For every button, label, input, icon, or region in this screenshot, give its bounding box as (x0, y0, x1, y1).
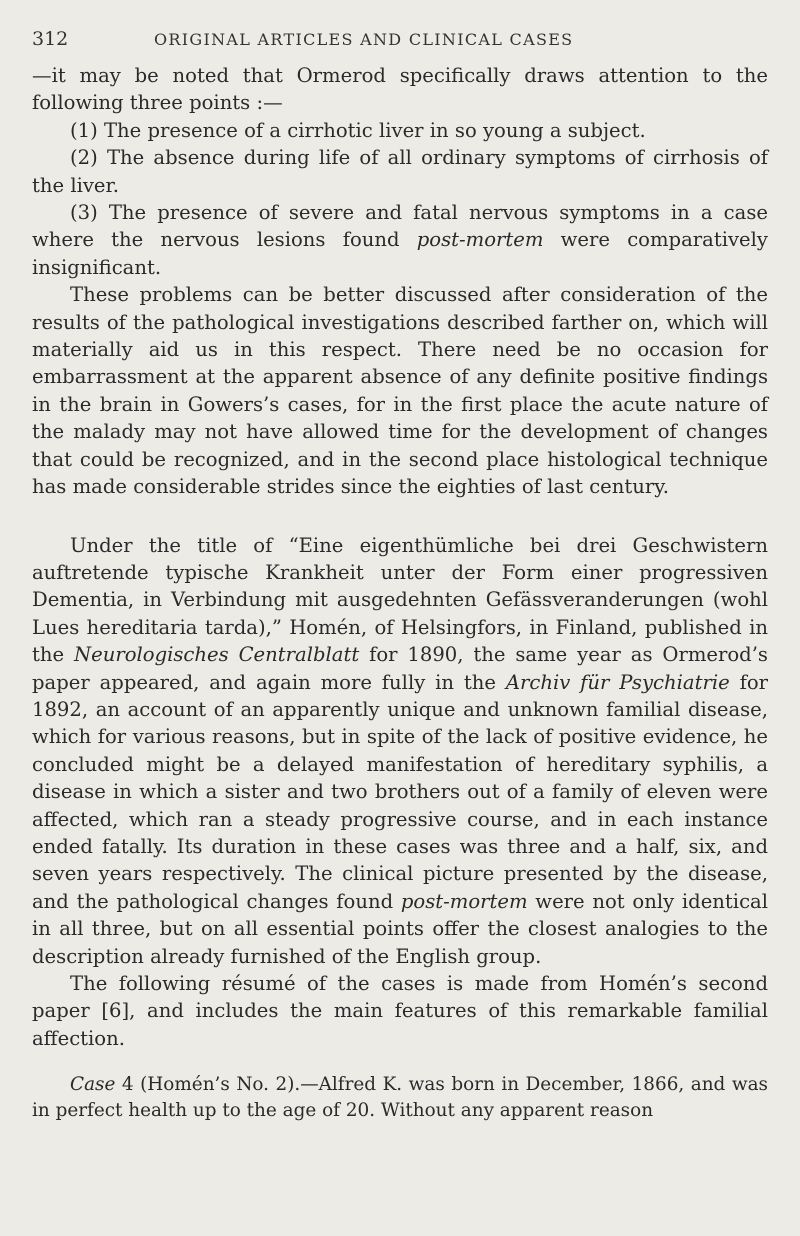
section-homen (32, 532, 768, 1053)
homen-text-b: for 1890, the same year as Ormerod’s paper appeared, and again more fully in the (32, 643, 768, 694)
case-4-paragraph (32, 1072, 768, 1124)
intro-paragraph: —it may be noted that Ormerod specifically draws attention to the following three points :— (32, 64, 768, 115)
point-1: (1) The presence of a cirrhotic liver in so young a subject. (70, 118, 646, 142)
page-number: 312 (32, 28, 69, 50)
journal-archiv: Archiv für Psychiatrie (505, 670, 730, 694)
point-3-italic: post-mortem (416, 228, 544, 252)
case-label: Case (70, 1074, 116, 1096)
point-3 (32, 199, 768, 281)
resume-paragraph: The following résumé of the cases is made from Homén’s second paper [6], and includes the main features of this remarkable familial affection. (32, 972, 768, 1050)
problems-paragraph: These problems can be better discussed after consideration of the results of the pathological investigations described farther on, which will materially aid us in this respect. There need be no occasion for embarrassment at the apparent absence of any definite positive findings in the brain in Gowers’s cases, for in the first place the acute nature of the malady may not have allowed time for the development of changes that could be recognized, and in the second place histological technique has made considerable strides since the eighties of last century. (32, 283, 768, 499)
point-3-text-a: (3) The presence of severe and fatal nervous symptoms in a case where the nervous lesions found (32, 201, 768, 252)
homen-paragraph (32, 532, 768, 971)
running-header (32, 28, 768, 62)
homen-text-a: Under the title of “Eine eigenthümliche bei drei Geschwistern auftretende typische Krankheit unter der Form einer progressiven Dementia, in Verbindung mit ausgedehnten Gefässveranderungen (wohl Lues hereditaria tarda),” Homén, of Helsingfors, in Finland, published in the (32, 533, 768, 667)
journal-neurologisches: Neurologisches Centralblatt (73, 643, 360, 667)
case-4-text: 4 (Homén’s No. 2).—Alfred K. was born in December, 1866, and was in perfect health up to the age of 20. Without any apparent reason (32, 1074, 768, 1122)
post-mortem-italic: post-mortem (400, 889, 528, 913)
running-title: ORIGINAL ARTICLES AND CLINICAL CASES (154, 30, 574, 49)
section-ormerod-points (32, 62, 768, 501)
point-2: (2) The absence during life of all ordinary symptoms of cirrhosis of the liver. (32, 146, 768, 197)
homen-text-d: were not only identical in all three, but on all essential points offer the closest analogies to the description already furnished of the English group. (32, 889, 768, 968)
homen-text-c: for 1892, an account of an apparently unique and unknown familial disease, which for various reasons, but in spite of the lack of positive evidence, he concluded might be a delayed manifestation of hereditary syphilis, a disease in which a sister and two brothers out of a family of eleven were affected, which ran a steady progressive course, and in each instance ended fatally. Its duration in these cases was three and a half, six, and seven years respectively. The clinical picture presented by the disease, and the pathological changes found (32, 670, 768, 913)
point-3-text-b: were comparatively insignificant. (32, 228, 768, 279)
case-4 (32, 1072, 768, 1124)
